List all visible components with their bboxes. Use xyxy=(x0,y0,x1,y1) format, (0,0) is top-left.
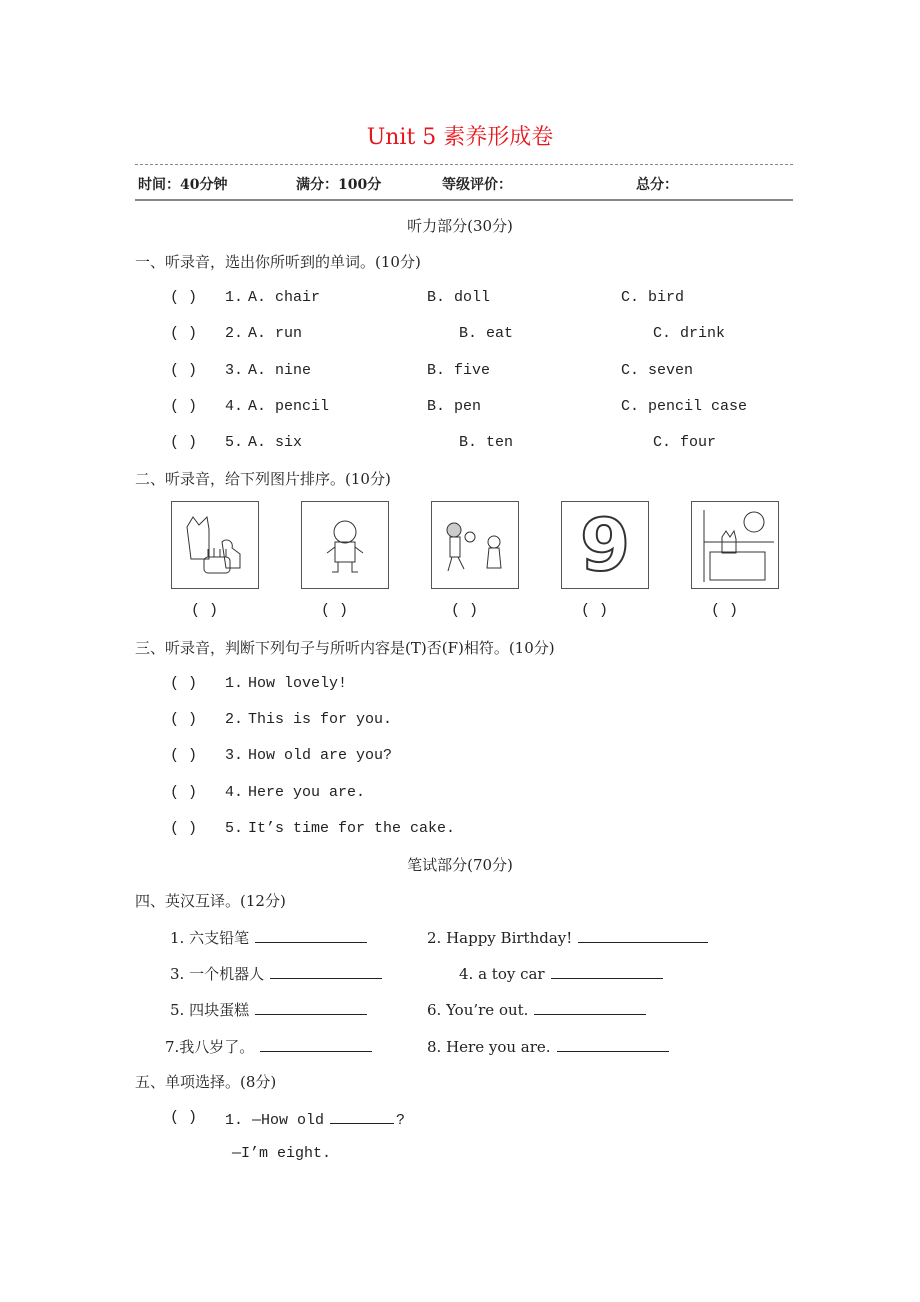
translation-item xyxy=(459,964,663,983)
written-section-header: 笔试部分(70分) xyxy=(407,856,513,874)
translation-item xyxy=(427,928,708,947)
option-c: C. seven xyxy=(621,361,694,379)
translation-prompt: 3. 一个机器人 xyxy=(170,965,265,984)
translation-prompt: 6. You’re out. xyxy=(427,1001,529,1020)
option-c: C. bird xyxy=(621,289,685,306)
answer-paren[interactable]: ( ) xyxy=(170,397,198,415)
section5-heading: 五、单项选择。(8分) xyxy=(135,1073,277,1091)
option-c: C. drink xyxy=(653,325,726,343)
picture-4 xyxy=(561,501,649,589)
number-9-icon: 9 xyxy=(579,503,631,587)
answer-paren[interactable]: ( ) xyxy=(170,819,198,837)
section1-heading: 一、听录音，选出你所听到的单词。(10分) xyxy=(135,253,421,271)
picture-answer-paren[interactable]: ( ) xyxy=(321,602,349,619)
option-b: B. eat xyxy=(459,325,514,343)
answer-blank[interactable] xyxy=(255,1000,367,1015)
picture-answer-paren[interactable]: ( ) xyxy=(451,602,479,619)
answer-blank[interactable] xyxy=(534,1000,646,1015)
answer-paren[interactable]: ( ) xyxy=(170,747,198,765)
question-text: 1. —How old xyxy=(225,1112,325,1129)
translation-item xyxy=(165,1037,372,1056)
robot-icon xyxy=(302,502,388,593)
answer-blank[interactable] xyxy=(551,964,663,979)
picture-3 xyxy=(431,501,519,589)
translation-prompt: 1. 六支铅笔 xyxy=(170,929,250,947)
answer-paren[interactable]: ( ) xyxy=(170,289,198,306)
answer-blank[interactable] xyxy=(255,928,367,943)
option-b: B. five xyxy=(427,361,491,379)
option-b: B. pen xyxy=(427,397,482,415)
option-b: B. doll xyxy=(427,289,491,306)
section3-heading: 三、听录音，判断下列句子与所听内容是(T)否(F)相符。(10分) xyxy=(135,639,555,657)
option-c: C. four xyxy=(653,434,717,452)
picture-answer-paren[interactable]: ( ) xyxy=(191,602,219,619)
answer-1: —I’m eight. xyxy=(232,1145,332,1162)
answer-paren[interactable]: ( ) xyxy=(170,675,198,692)
answer-paren[interactable]: ( ) xyxy=(170,434,198,452)
sentence: This is for you. xyxy=(248,711,393,729)
item-number: 2. xyxy=(225,325,244,343)
cat-car-thought-icon xyxy=(692,502,778,593)
translation-item xyxy=(427,1000,646,1019)
answer-paren[interactable]: ( ) xyxy=(170,711,198,729)
answer-paren[interactable]: ( ) xyxy=(170,361,198,379)
grade-label: 等级评价： xyxy=(442,177,512,193)
option-a: A. pencil xyxy=(248,397,330,415)
item-number: 2. xyxy=(225,711,244,729)
picture-2 xyxy=(301,501,389,589)
total-label: 总分： xyxy=(636,177,678,193)
header-rule xyxy=(135,199,793,201)
translation-prompt: 5. 四块蛋糕 xyxy=(170,1001,250,1020)
item-number: 1. xyxy=(225,289,244,306)
sentence: Here you are. xyxy=(248,783,366,801)
item-number: 4. xyxy=(225,783,244,801)
answer-blank[interactable] xyxy=(260,1037,372,1052)
answer-paren[interactable]: ( ) xyxy=(170,325,198,343)
answer-blank[interactable] xyxy=(270,964,382,979)
listening-section-header: 听力部分(30分) xyxy=(407,217,513,235)
full-score-label: 满分：100分 xyxy=(296,177,382,193)
translation-item xyxy=(170,964,382,983)
sentence: It’s time for the cake. xyxy=(248,819,456,837)
answer-paren[interactable]: ( ) xyxy=(170,783,198,801)
page-title: Unit 5 素养形成卷 xyxy=(366,125,554,150)
option-a: A. chair xyxy=(248,289,321,306)
section2-heading: 二、听录音，给下列图片排序。(10分) xyxy=(135,470,391,488)
picture-5 xyxy=(691,501,779,589)
option-b: B. ten xyxy=(459,434,514,452)
question-end: ? xyxy=(396,1112,406,1129)
item-number: 5. xyxy=(225,819,244,837)
section4-heading: 四、英汉互译。(12分) xyxy=(135,892,286,910)
answer-paren[interactable]: ( ) xyxy=(170,1109,198,1126)
boy-girl-gift-icon xyxy=(432,502,518,593)
picture-1 xyxy=(171,501,259,589)
option-a: A. six xyxy=(248,434,303,452)
dashed-divider xyxy=(135,164,793,165)
picture-answer-paren[interactable]: ( ) xyxy=(581,602,609,619)
option-c: C. pencil case xyxy=(621,397,748,415)
translation-item xyxy=(170,928,367,947)
item-number: 5. xyxy=(225,434,244,452)
answer-blank[interactable] xyxy=(330,1109,394,1124)
sentence: How old are you? xyxy=(248,747,393,765)
picture-answer-paren[interactable]: ( ) xyxy=(711,602,739,619)
translation-item xyxy=(170,1000,367,1019)
option-a: A. run xyxy=(248,325,303,343)
translation-prompt: 7.我八岁了。 xyxy=(165,1037,255,1056)
item-number: 1. xyxy=(225,675,244,692)
time-label: 时间：40分钟 xyxy=(138,177,228,193)
sentence: How lovely! xyxy=(248,675,348,692)
question-1 xyxy=(225,1109,405,1130)
item-number: 3. xyxy=(225,361,244,379)
item-number: 3. xyxy=(225,747,244,765)
translation-prompt: 2. Happy Birthday! xyxy=(427,929,573,947)
item-number: 4. xyxy=(225,397,244,415)
translation-prompt: 8. Here you are. xyxy=(427,1037,551,1056)
option-a: A. nine xyxy=(248,361,312,379)
translation-prompt: 4. a toy car xyxy=(459,965,545,984)
translation-item xyxy=(427,1037,669,1056)
answer-blank[interactable] xyxy=(578,928,708,943)
cat-cake-icon xyxy=(172,502,258,593)
answer-blank[interactable] xyxy=(557,1037,669,1052)
